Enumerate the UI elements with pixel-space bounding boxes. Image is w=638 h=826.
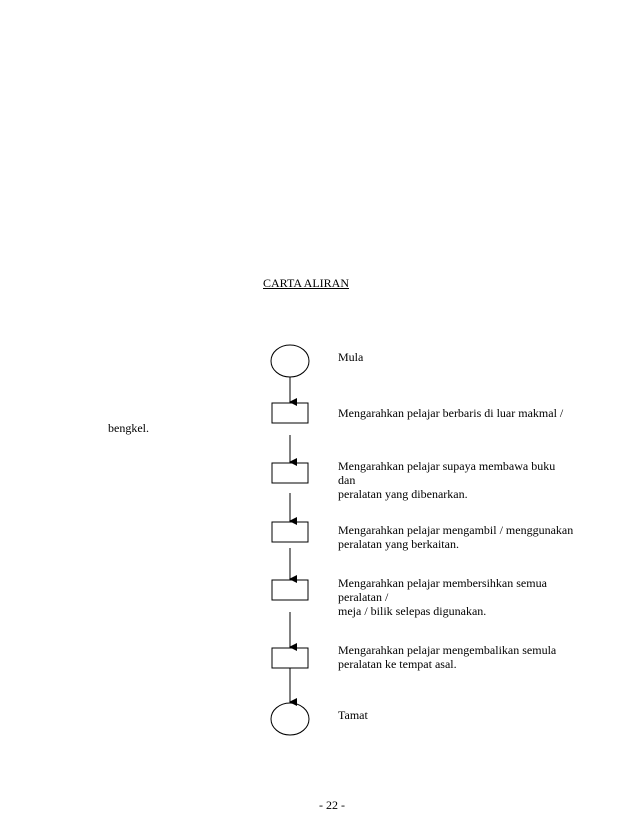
start-terminal (271, 345, 309, 377)
process-box-5 (272, 648, 308, 668)
step-text-1-continuation: bengkel. (108, 421, 149, 435)
process-box-3 (272, 522, 308, 542)
page-title: CARTA ALIRAN (263, 276, 349, 290)
step-text-start: Mula (338, 350, 364, 364)
end-terminal (271, 703, 309, 735)
process-box-4 (272, 580, 308, 600)
step-text-1: Mengarahkan pelajar berbaris di luar makmal / (338, 406, 564, 420)
step-text-end: Tamat (338, 708, 368, 722)
step-text-4: Mengarahkan pelajar membersihkan semua peralatan / meja / bilik selepas digunakan. (338, 576, 547, 618)
page-number: - 22 - (319, 798, 345, 812)
step-text-3: Mengarahkan pelajar mengambil / menggunakan peralatan yang berkaitan. (338, 523, 574, 551)
step-text-2: Mengarahkan pelajar supaya membawa buku dan peralatan yang dibenarkan. (338, 459, 556, 501)
process-box-2 (272, 463, 308, 483)
step-text-5: Mengarahkan pelajar mengembalikan semula peralatan ke tempat asal. (338, 643, 557, 671)
process-box-1 (272, 403, 308, 423)
